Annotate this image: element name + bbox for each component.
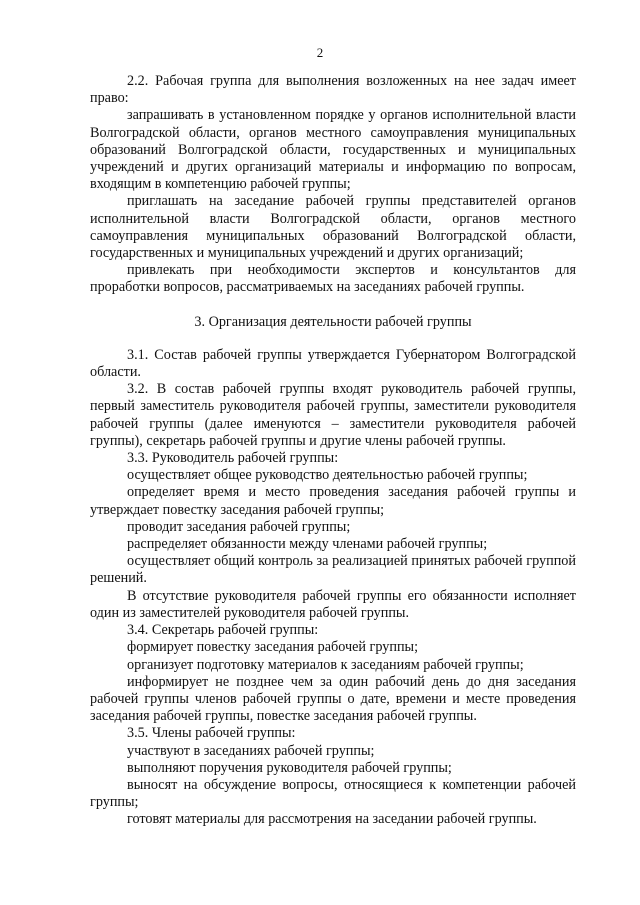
list-item-prepare-materials: организует подготовку материалов к заседаниям рабочей группы; [127,656,524,673]
list-item-form-agenda: формирует повестку заседания рабочей группы; [127,639,419,656]
list-item-conduct-meetings: проводит заседания рабочей группы; [127,518,351,535]
document-body [90,73,576,829]
list-item-invite-representatives: приглашать на заседание рабочей группы представителей органов исполнительной власти Волгоградской области, органов местного самоуправления муниципальных образований Волгоградской области, государственных и муниципальных учреждений и других организаций; [90,193,576,262]
section-heading: 3. Организация деятельности рабочей группы [194,313,472,330]
list-item-participate: участвуют в заседаниях рабочей группы; [127,742,375,759]
paragraph-absence: В отсутствие руководителя рабочей группы его обязанности исполняет один из заместителей руководителя рабочей группы. [90,587,576,621]
list-item-general-management: осуществляет общее руководство деятельностью рабочей группы; [127,467,528,484]
list-item-schedule-meeting: определяет время и место проведения заседания рабочей группы и утверждает повестку заседания рабочей группы; [90,484,576,518]
list-item-prepare-materials-meeting: готовят материалы для рассмотрения на заседании рабочей группы. [127,811,537,828]
list-item-distribute-duties: распределяет обязанности между членами рабочей группы; [127,536,488,553]
list-item-involve-experts: привлекать при необходимости экспертов и консультантов для проработки вопросов, рассматриваемых на заседаниях рабочей группы. [90,262,576,296]
paragraph-3-5: 3.5. Члены рабочей группы: [127,725,296,742]
paragraph-3-2: 3.2. В состав рабочей группы входят руководитель рабочей группы, первый заместитель руководителя рабочей группы, заместители руководителя рабочей группы (далее именуются – заместители руководителя рабочей группы), секретарь рабочей группы и другие члены рабочей группы. [90,381,576,449]
paragraph-3-1: 3.1. Состав рабочей группы утверждается Губернатором Волгоградской области. [90,346,576,381]
page-number: 2 [316,45,324,60]
list-item-general-control: осуществляет общий контроль за реализацией принятых рабочей группой решений. [90,553,576,587]
list-item-inform-members: информирует не позднее чем за один рабочий день до дня заседания рабочей группы членов рабочей группы о дате, времени и месте проведения заседания рабочей группы, повестке заседания рабочей группы. [90,673,576,725]
list-item-request-materials: запрашивать в установленном порядке у органов исполнительной власти Волгоградской области, органов местного самоуправления муниципальных образований Волгоградской области, государственных и муниципальных учреждений и других организаций материалы и информацию по вопросам, входящим в компетенцию рабочей группы; [90,107,576,193]
list-item-raise-questions: выносят на обсуждение вопросы, относящиеся к компетенции рабочей группы; [90,776,576,811]
paragraph-3-3: 3.3. Руководитель рабочей группы: [127,450,339,467]
list-item-execute-instructions: выполняют поручения руководителя рабочей группы; [127,759,452,776]
paragraph-3-4: 3.4. Секретарь рабочей группы: [127,622,319,639]
paragraph-2-2: 2.2. Рабочая группа для выполнения возложенных на нее задач имеет право: [90,73,576,107]
